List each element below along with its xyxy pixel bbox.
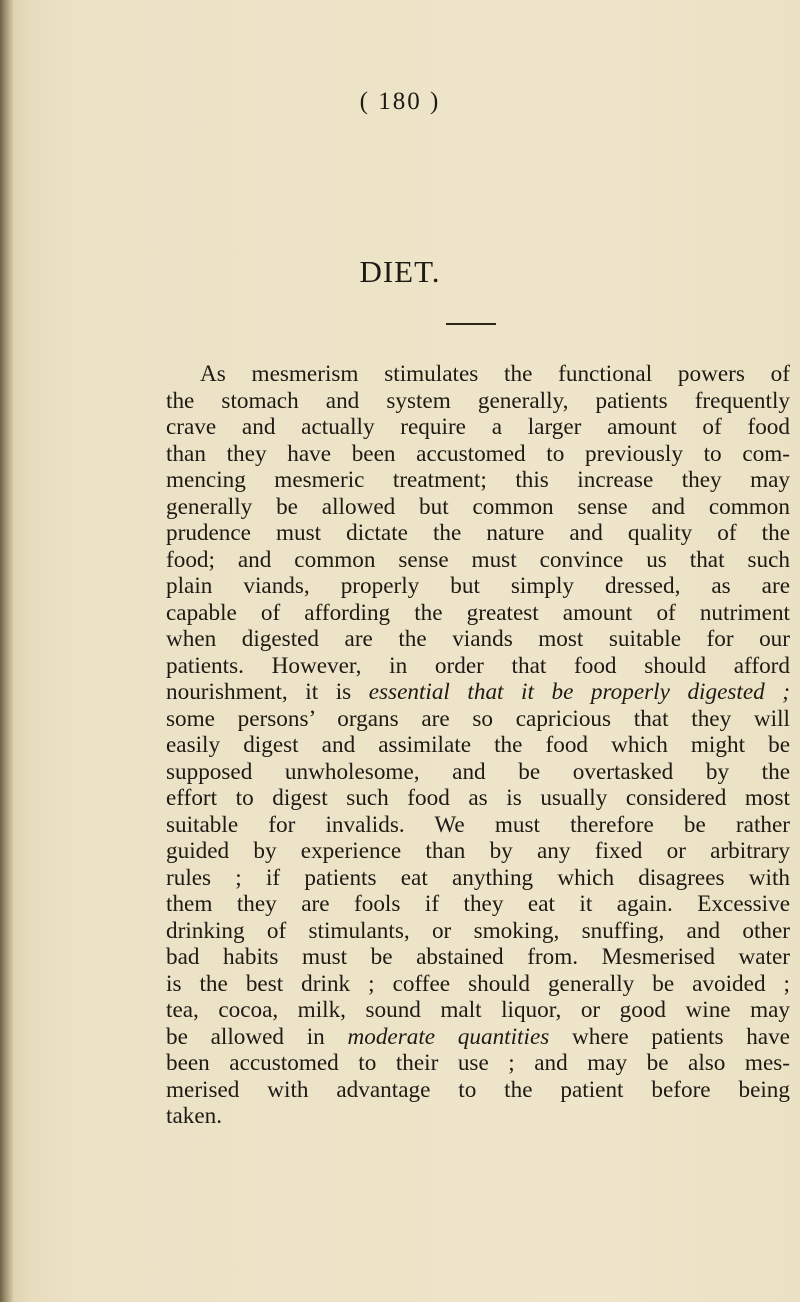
text-line: capable of affording the greatest amount of nutriment: [166, 599, 790, 626]
text-line: mencing mesmeric treatment; this increase they may: [166, 467, 790, 493]
text-line: merised with advantage to the patient before being: [166, 1076, 790, 1103]
text-line: rules ; if patients eat anything which disagrees with: [166, 864, 790, 891]
chapter-title: DIET.: [359, 254, 441, 289]
page-gutter: [0, 0, 14, 1302]
text-line: food; and common sense must convince us that such: [166, 546, 790, 573]
title-rule: [446, 323, 496, 325]
page-number: ( 180 ): [359, 88, 441, 115]
text-line: them they are fools if they eat it again. Excessive: [166, 891, 790, 917]
text-line: is the best drink ; coffee should generally be avoided ;: [166, 970, 790, 997]
text-line: plain viands, properly but simply dressed, as are: [166, 573, 790, 599]
text-line: prudence must dictate the nature and quality of the: [166, 520, 790, 546]
text-line: supposed unwholesome, and be overtasked by the: [166, 758, 790, 785]
text-line: than they have been accustomed to previously to com-: [166, 440, 790, 467]
text-line: tea, cocoa, milk, sound malt liquor, or good wine may: [166, 997, 790, 1023]
text-line: when digested are the viands most suitable for our: [166, 626, 790, 652]
text-line: crave and actually require a larger amount of food: [166, 414, 790, 440]
text-line: patients. However, in order that food should afford: [166, 652, 790, 679]
text-line: effort to digest such food as is usually considered most: [166, 785, 790, 811]
body-paragraph: [166, 361, 790, 1130]
text-line: some persons’ organs are so capricious that they will: [166, 705, 790, 732]
text-line: taken.: [166, 1103, 223, 1129]
text-line: suitable for invalids. We must therefore be rather: [166, 811, 790, 838]
text-line: generally be allowed but common sense and common: [166, 493, 790, 520]
text-line: the stomach and system generally, patients frequently: [166, 387, 790, 414]
italic-text-run: moderate quantities: [347, 1023, 550, 1050]
text-run: nourishment, it is: [166, 679, 369, 705]
text-line: guided by experience than by any fixed or arbitrary: [166, 838, 790, 864]
italic-text-run: essential that it be properly digested ;: [368, 679, 791, 705]
text-run: be allowed in: [166, 1023, 348, 1050]
text-run: where patients have: [549, 1023, 790, 1050]
text-line: bad habits must be abstained from. Mesmerised water: [166, 944, 790, 970]
text-line: [166, 679, 790, 706]
text-line: [166, 1024, 790, 1051]
text-line: As mesmerism stimulates the functional powers of: [200, 361, 790, 387]
text-line: drinking of stimulants, or smoking, snuffing, and other: [166, 917, 790, 944]
text-line: been accustomed to their use ; and may be also mes-: [166, 1050, 790, 1076]
text-line: easily digest and assimilate the food which might be: [166, 732, 790, 758]
